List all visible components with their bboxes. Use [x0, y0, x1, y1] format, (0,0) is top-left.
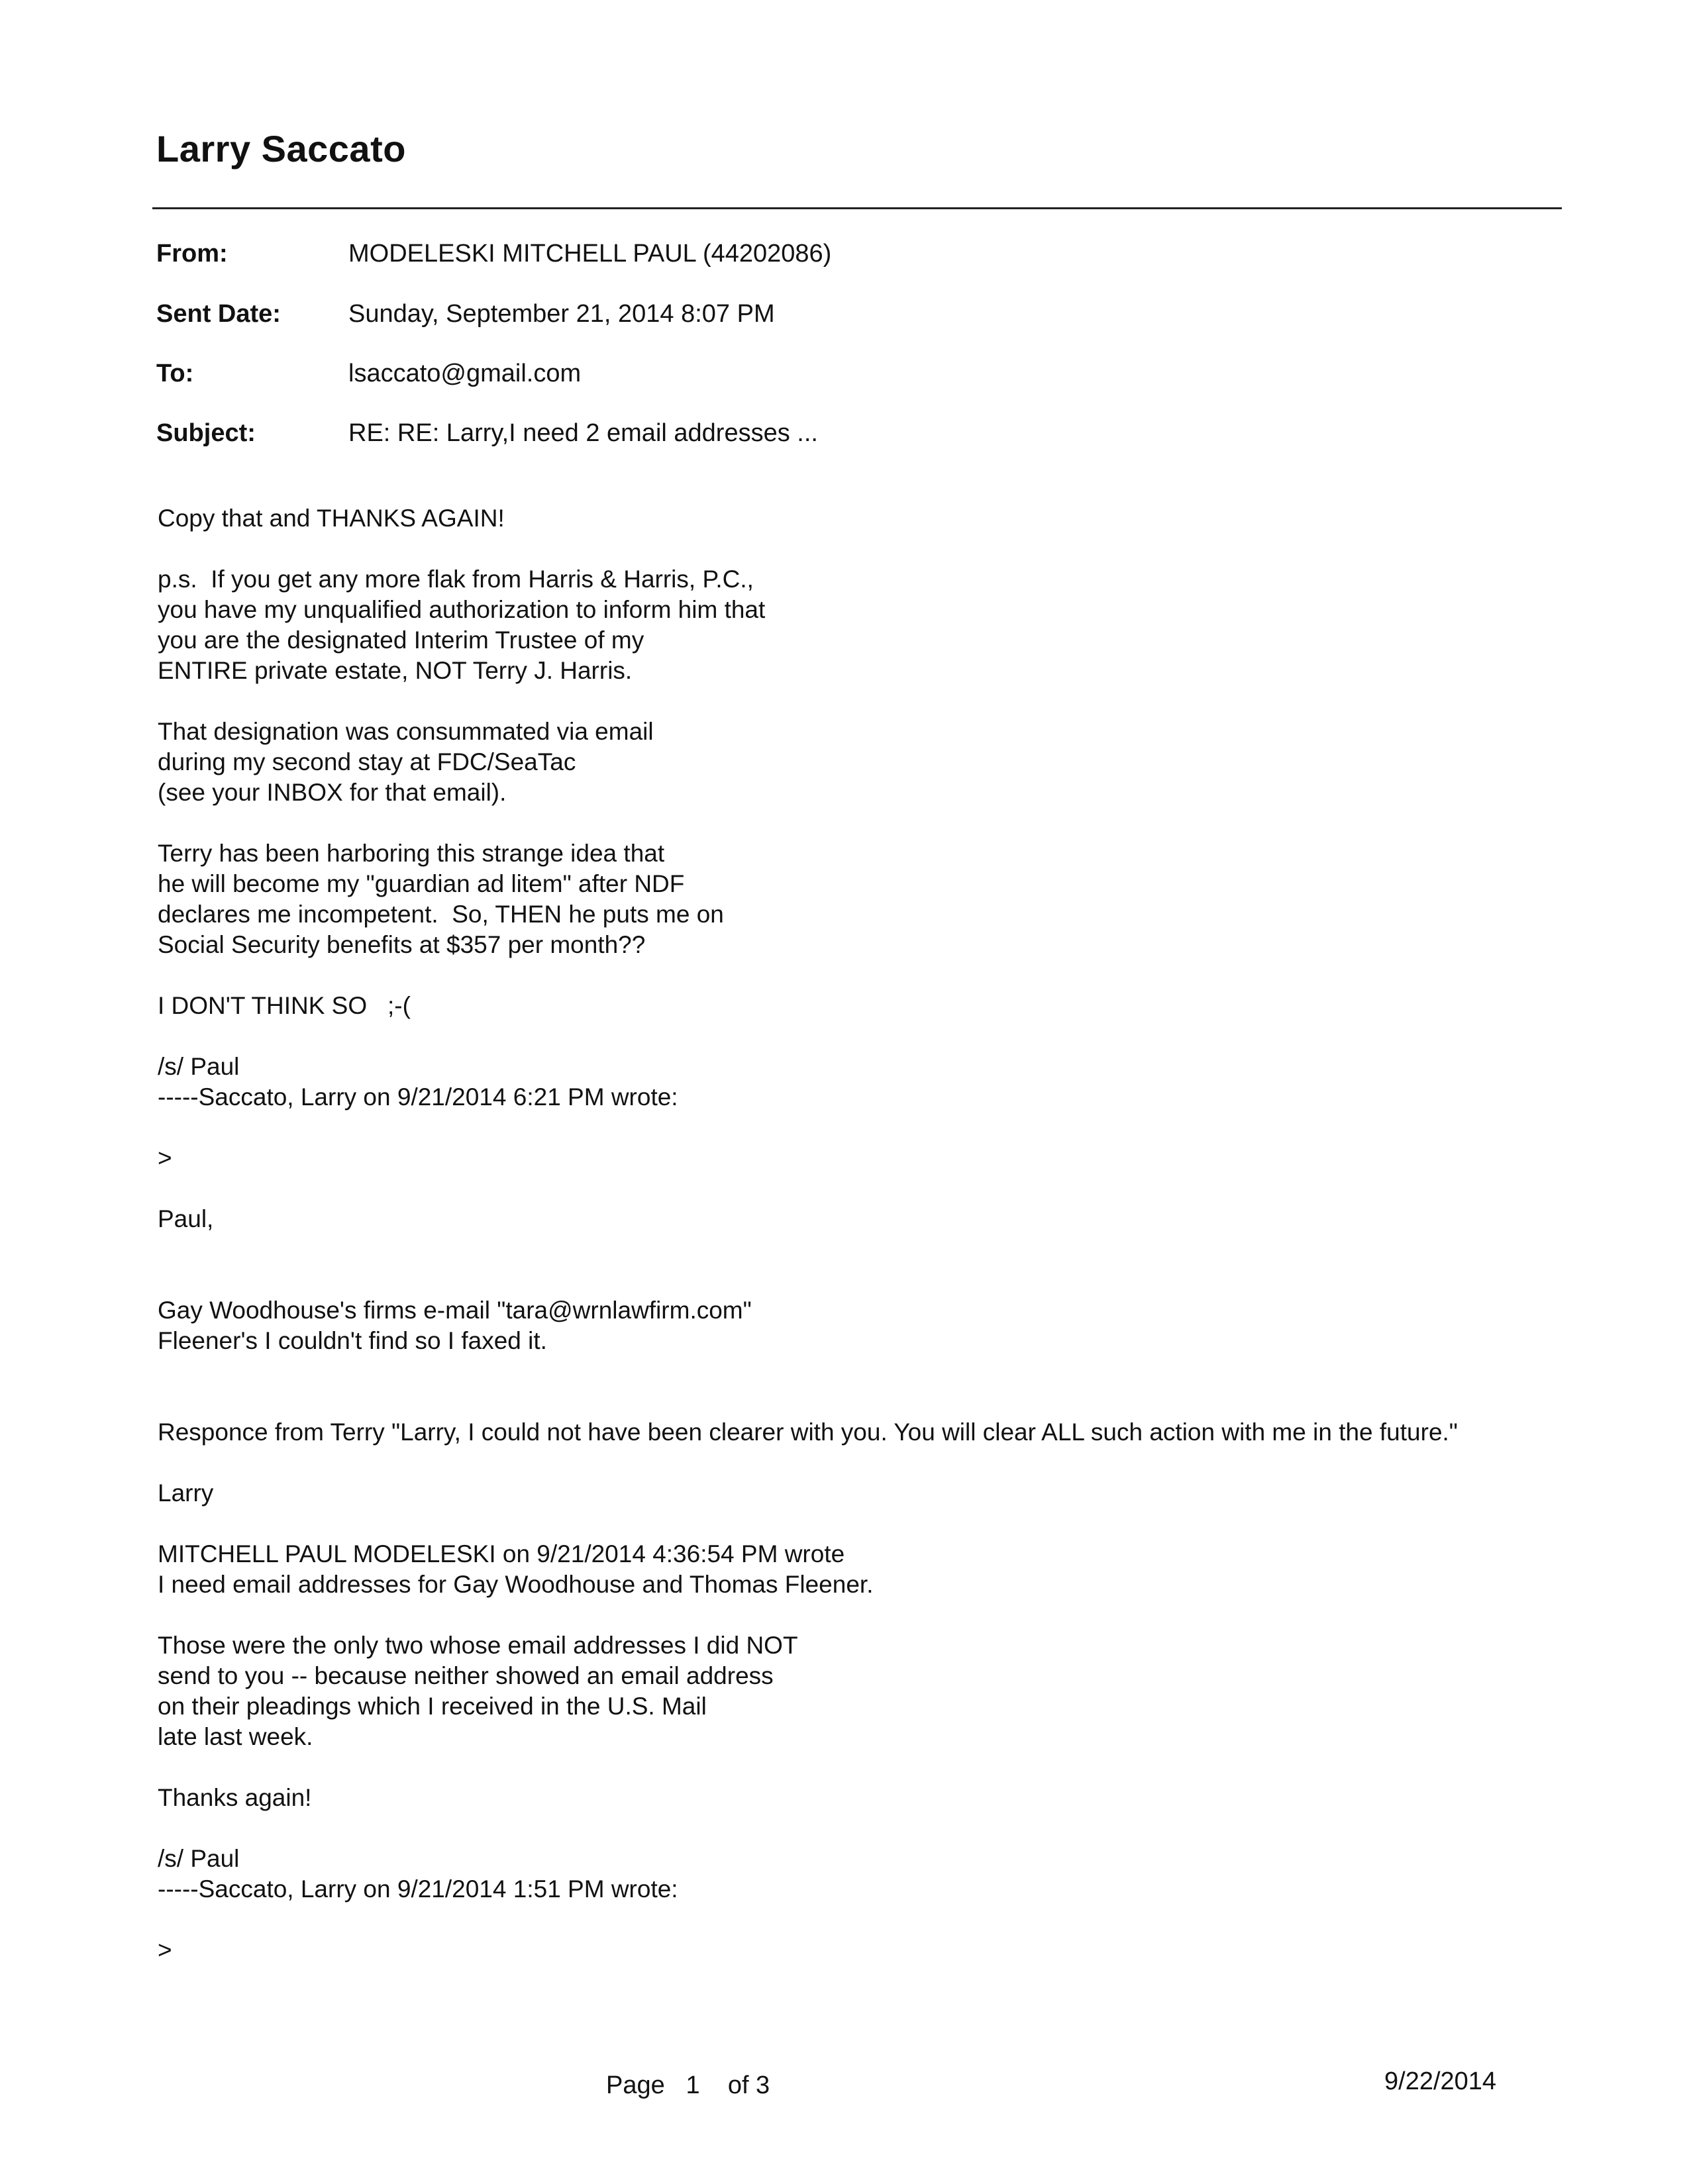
body-line: on their pleadings which I received in the U.S. Mail	[158, 1693, 707, 1720]
header-sent-date-label: Sent Date:	[156, 300, 281, 328]
email-body	[158, 503, 1535, 1965]
body-line: he will become my "guardian ad litem" after NDF	[158, 870, 685, 897]
header-from-label: From:	[156, 240, 228, 268]
body-line: declares me incompetent. So, THEN he puts me on	[158, 901, 724, 928]
header-to-label: To:	[156, 360, 194, 387]
quote-marker: >	[158, 1936, 172, 1963]
body-line: Thanks again!	[158, 1784, 312, 1811]
page-total: of 3	[727, 2071, 770, 2099]
body-line: ENTIRE private estate, NOT Terry J. Harris.	[158, 657, 633, 684]
header-divider	[152, 207, 1562, 209]
body-line: Terry has been harboring this strange idea that	[158, 840, 665, 867]
body-line: Gay Woodhouse's firms e-mail "tara@wrnlawfirm.com"	[158, 1297, 752, 1324]
body-line: MITCHELL PAUL MODELESKI on 9/21/2014 4:36:54 PM wrote	[158, 1540, 845, 1567]
header-subject-label: Subject:	[156, 419, 256, 447]
header-subject-value: RE: RE: Larry,I need 2 email addresses ...	[348, 419, 818, 447]
body-line: you have my unqualified authorization to inform him that	[158, 596, 766, 623]
page-number: 1	[686, 2071, 700, 2099]
body-line: Social Security benefits at $357 per month??	[158, 931, 646, 958]
quote-header: -----Saccato, Larry on 9/21/2014 1:51 PM wrote:	[158, 1875, 678, 1903]
body-line: Copy that and THANKS AGAIN!	[158, 505, 505, 532]
greeting: Paul,	[158, 1205, 214, 1232]
signature: /s/ Paul	[158, 1845, 240, 1872]
body-line: late last week.	[158, 1723, 313, 1750]
signature: /s/ Paul	[158, 1053, 240, 1080]
body-line: I need email addresses for Gay Woodhouse and Thomas Fleener.	[158, 1571, 874, 1598]
page-indicator	[606, 2071, 770, 2100]
header-sent-date-value: Sunday, September 21, 2014 8:07 PM	[348, 300, 775, 328]
body-line: you are the designated Interim Trustee of my	[158, 626, 644, 654]
body-line: That designation was consummated via email	[158, 718, 654, 745]
quote-header: -----Saccato, Larry on 9/21/2014 6:21 PM wrote:	[158, 1083, 678, 1111]
document-title: Larry Saccato	[156, 128, 406, 170]
body-line: p.s. If you get any more flak from Harris & Harris, P.C.,	[158, 566, 754, 593]
header-from-value: MODELESKI MITCHELL PAUL (44202086)	[348, 240, 832, 268]
body-line: (see your INBOX for that email).	[158, 779, 507, 806]
print-date: 9/22/2014	[1384, 2067, 1497, 2095]
body-line: send to you -- because neither showed an email address	[158, 1662, 774, 1689]
quote-marker: >	[158, 1144, 172, 1171]
page-label: Page	[606, 2071, 665, 2099]
body-paragraph: Responce from Terry "Larry, I could not have been clearer with you. You will clear ALL such action with me in the future."	[158, 1418, 1458, 1446]
body-line: during my second stay at FDC/SeaTac	[158, 748, 576, 775]
body-line: Those were the only two whose email addresses I did NOT	[158, 1632, 798, 1659]
body-line: I DON'T THINK SO ;-(	[158, 992, 411, 1019]
body-line: Fleener's I couldn't find so I faxed it.	[158, 1327, 547, 1354]
header-to-value: lsaccato@gmail.com	[348, 360, 582, 387]
body-line: Larry	[158, 1479, 214, 1507]
